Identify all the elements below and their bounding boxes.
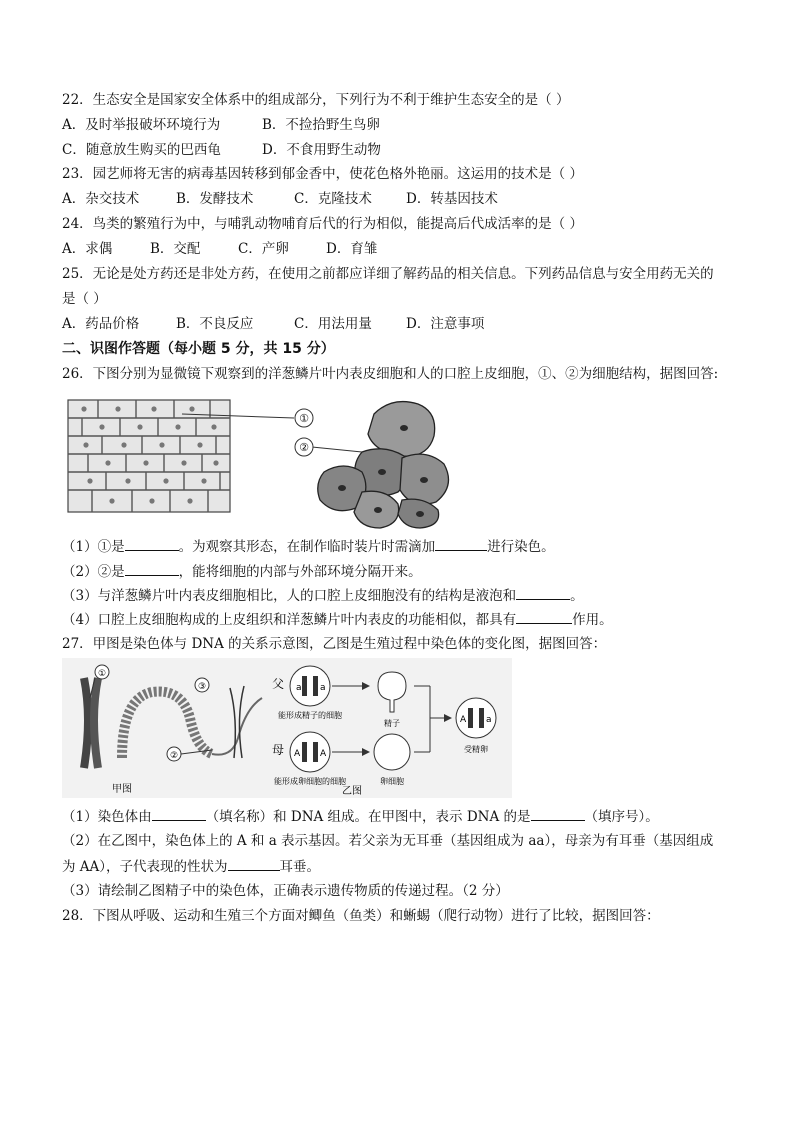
- q23-option-a: A．杂交技术: [62, 191, 140, 207]
- fig-num-1: ①: [97, 669, 107, 679]
- fig-a-left: a: [296, 683, 302, 693]
- fig-zygote-a: a: [486, 715, 492, 725]
- fig-A-left: A: [294, 749, 301, 759]
- q26-part-4: （4）口腔上皮细胞构成的上皮组织和洋葱鳞片叶内表皮的功能相似，都具有 作用。: [62, 609, 613, 630]
- q25-option-b: B．不良反应: [176, 316, 254, 332]
- label-2: ②: [299, 441, 309, 454]
- answer-blank[interactable]: [435, 536, 487, 551]
- fig-mother: 母: [272, 743, 285, 757]
- q22-option-b: B．不捡拾野生鸟卵: [262, 117, 380, 133]
- answer-blank[interactable]: [516, 585, 570, 600]
- q22-option-d: D．不食用野生动物: [262, 142, 381, 158]
- answer-blank[interactable]: [125, 561, 179, 576]
- label-1: ①: [299, 412, 309, 425]
- q22-option-c: C．随意放生购买的巴西龟: [62, 142, 221, 158]
- q27-part-2-line2: 为 AA），子代表现的性状为 耳垂。: [62, 856, 320, 877]
- q27-part-1: （1）染色体由 （填名称）和 DNA 组成。在甲图中，表示 DNA 的是 （填序号）。: [62, 806, 659, 827]
- section-heading: 二、识图作答题（每小题 5 分，共 15 分）: [62, 341, 335, 357]
- answer-blank[interactable]: [152, 806, 206, 821]
- fig-num-3: ③: [197, 682, 207, 692]
- q25-option-d: D．注意事项: [406, 316, 485, 332]
- answer-blank[interactable]: [516, 609, 572, 624]
- q25-option-c: C．用法用量: [294, 316, 372, 332]
- q27-part-3: （3）请绘制乙图精子中的染色体，正确表示遗传物质的传递过程。（2 分）: [62, 883, 509, 899]
- answer-blank[interactable]: [125, 536, 179, 551]
- q26-cell-figure: [62, 392, 462, 530]
- q25-stem-line1: 25．无论是处方药还是非处方药，在使用之前都应详细了解药品的相关信息。下列药品信息与安全用药无关的: [62, 266, 714, 282]
- fig-sperm: 精子: [384, 719, 400, 728]
- fig-A-right: A: [320, 749, 327, 759]
- q23-option-c: C．克隆技术: [294, 191, 372, 207]
- q23-stem: 23．园艺师将无害的病毒基因转移到郁金香中，使花色格外艳丽。这运用的技术是（ ）: [62, 166, 583, 182]
- q22-option-a: A．及时举报破坏环境行为: [62, 117, 221, 133]
- q23-option-d: D．转基因技术: [406, 191, 498, 207]
- q26-stem: 26．下图分别为显微镜下观察到的洋葱鳞片叶内表皮细胞和人的口腔上皮细胞，①、②为细胞结构，据图回答:: [62, 366, 719, 382]
- q27-stem: 27．甲图是染色体与 DNA 的关系示意图，乙图是生殖过程中染色体的变化图，据图回答：: [62, 636, 607, 652]
- q26-part-3: （3）与洋葱鳞片叶内表皮细胞相比，人的口腔上皮细胞没有的结构是液泡和 。: [62, 585, 584, 606]
- fig-egg: 卵细胞: [380, 777, 404, 786]
- q25-stem-line2: 是（ ）: [62, 291, 107, 307]
- fig-zygote-A: A: [460, 715, 467, 725]
- fig-father: 父: [272, 677, 285, 691]
- q24-option-d: D．育雏: [326, 241, 378, 257]
- answer-blank[interactable]: [228, 856, 280, 871]
- fig-cell-mother: 能形成卵细胞的细胞: [274, 777, 346, 786]
- fig-jia: 甲图: [112, 784, 132, 795]
- q23-option-b: B．发酵技术: [176, 191, 254, 207]
- answer-blank[interactable]: [531, 806, 585, 821]
- q26-part-2: （2）②是 ，能将细胞的内部与外部环境分隔开来。: [62, 561, 422, 582]
- q24-option-b: B．交配: [150, 241, 201, 257]
- q28-stem: 28．下图从呼吸、运动和生殖三个方面对鲫鱼（鱼类）和蜥蜴（爬行动物）进行了比较，据图回答：: [62, 908, 660, 924]
- q25-option-a: A．药品价格: [62, 316, 140, 332]
- fig-yi: 乙图: [342, 786, 362, 797]
- fig-a-right: a: [320, 683, 326, 693]
- q24-stem: 24．鸟类的繁殖行为中，与哺乳动物哺育后代的行为相似，能提高后代成活率的是（ ）: [62, 216, 583, 232]
- fig-cell-father: 能形成精子的细胞: [278, 711, 342, 720]
- q27-chromosome-figure: [62, 658, 512, 798]
- fig-zygote: 受精卵: [464, 745, 488, 754]
- q27-part-2-line1: （2）在乙图中，染色体上的 A 和 a 表示基因。若父亲为无耳垂（基因组成为 aa），母亲为有耳垂（基因组成: [62, 833, 714, 849]
- fig-num-2: ②: [169, 751, 179, 761]
- q24-option-a: A．求偶: [62, 241, 113, 257]
- q26-part-1: （1）①是 。为观察其形态，在制作临时装片时需滴加 进行染色。: [62, 536, 555, 557]
- q24-option-c: C．产卵: [238, 241, 289, 257]
- q22-stem: 22．生态安全是国家安全体系中的组成部分，下列行为不利于维护生态安全的是（ ）: [62, 92, 570, 108]
